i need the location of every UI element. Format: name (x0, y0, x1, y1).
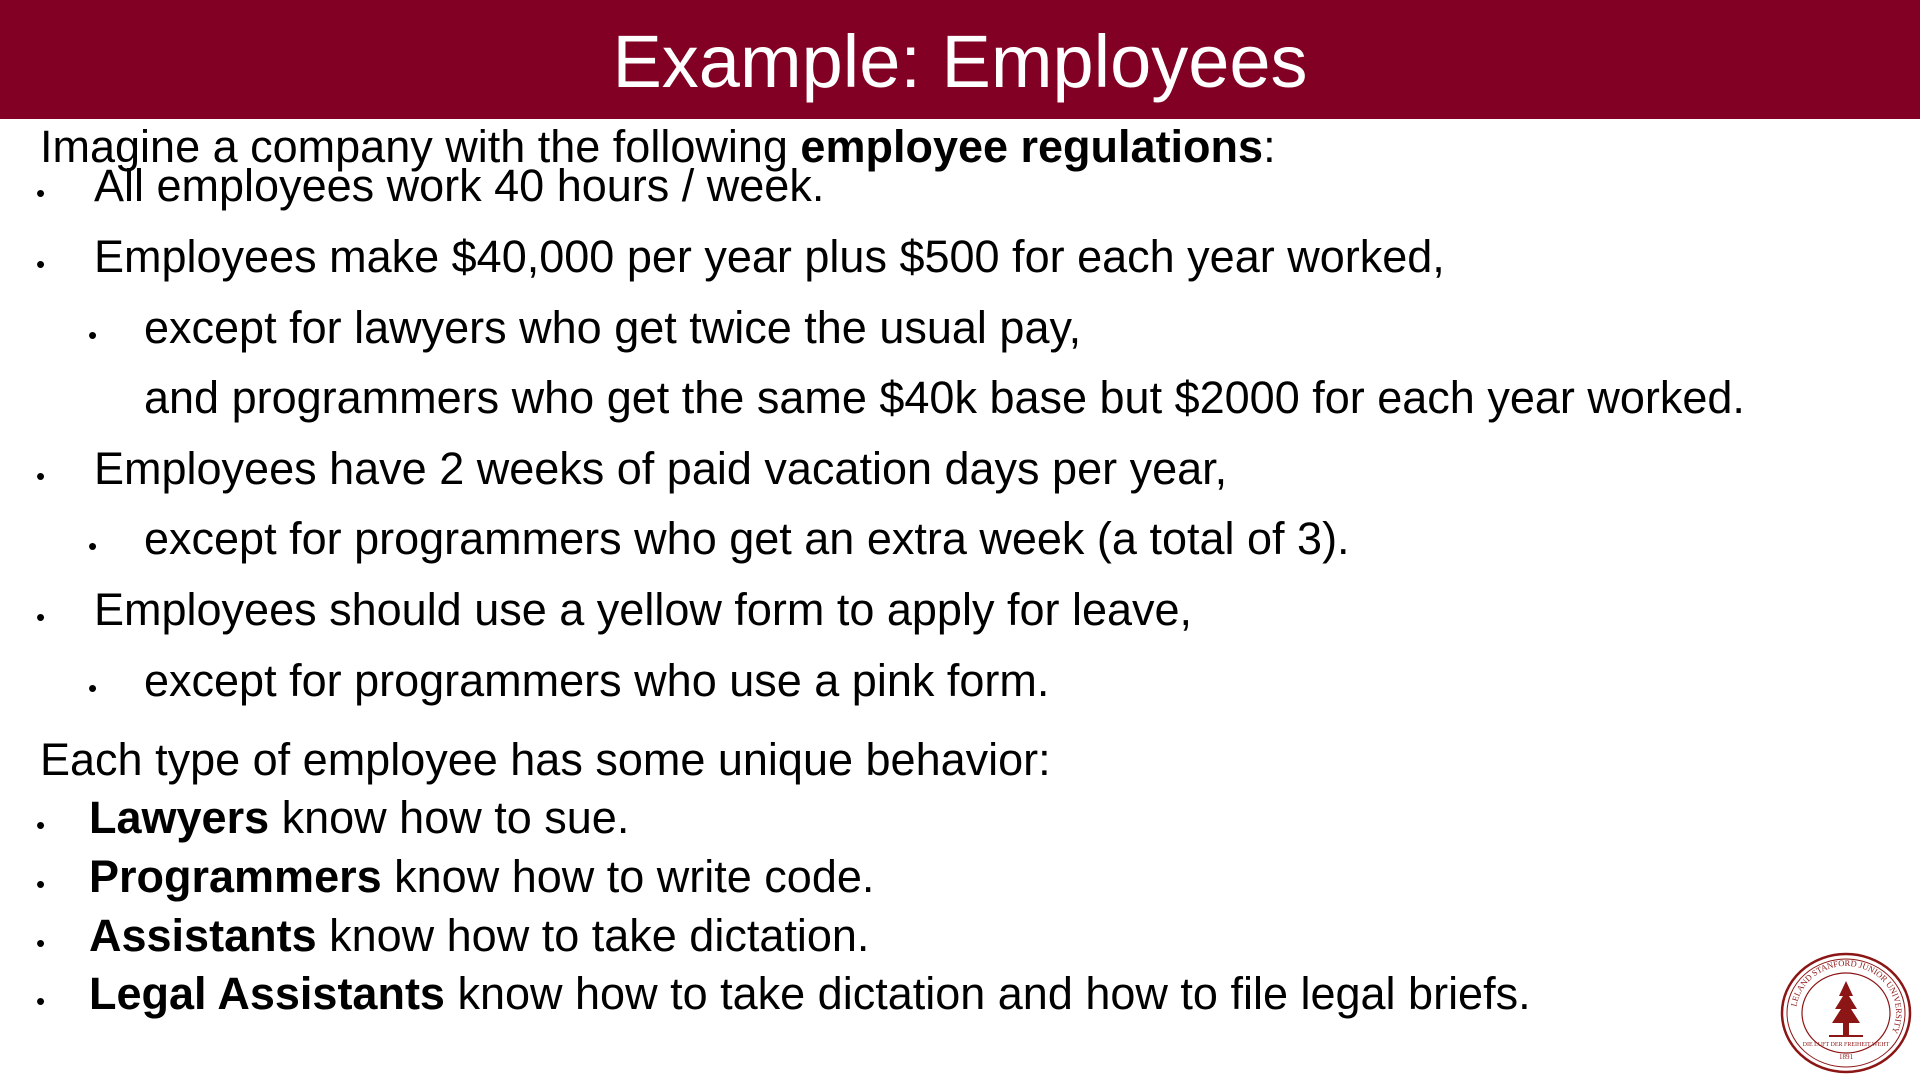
intro-bold: employee regulations (800, 121, 1264, 172)
behavior-role: Lawyers (89, 792, 270, 843)
behavior-text: know how to take dictation and how to file legal briefs. (444, 968, 1531, 1019)
bullet-icon: • (36, 461, 46, 491)
seal-inner-text: DIE LUFT DER FREIHEIT WEHT (1802, 1042, 1890, 1048)
rule-3-sub-1: except for programmers who get an extra week (a total of 3). (144, 513, 1350, 564)
bullet-icon: • (36, 986, 46, 1016)
slide-title: Example: Employees (612, 20, 1308, 103)
behavior-text: know how to take dictation. (316, 910, 870, 961)
bullet-icon: • (36, 602, 46, 632)
behavior-programmers (89, 851, 875, 902)
intro-suffix: : (1263, 121, 1276, 172)
title-bar (0, 0, 1920, 119)
behavior-role: Assistants (89, 910, 317, 961)
rule-1: All employees work 40 hours / week. (94, 160, 825, 211)
seal-ring-text: LELAND STANFORD JUNIOR UNIVERSITY (1788, 957, 1905, 1036)
sub-bullet-icon: • (88, 320, 98, 350)
behavior-lawyers (89, 792, 630, 843)
behavior-role: Programmers (89, 851, 382, 902)
sub-bullet-icon: • (88, 673, 98, 703)
rule-2-sub-1: except for lawyers who get twice the usual pay, (144, 302, 1082, 353)
rule-4-sub-1: except for programmers who use a pink form. (144, 655, 1050, 706)
rule-2-sub-2: and programmers who get the same $40k base but $2000 for each year worked. (144, 372, 1745, 423)
bullet-icon: • (36, 928, 46, 958)
behavior-intro: Each type of employee has some unique behavior: (40, 734, 1051, 785)
bullet-icon: • (36, 178, 46, 208)
seal-year: 1891 (1839, 1053, 1853, 1061)
bullet-icon: • (36, 810, 46, 840)
rule-4: Employees should use a yellow form to apply for leave, (94, 584, 1193, 635)
rule-2: Employees make $40,000 per year plus $500 for each year worked, (94, 231, 1445, 282)
behavior-text: know how to sue. (269, 792, 630, 843)
behavior-role: Legal Assistants (89, 968, 445, 1019)
bullet-icon: • (36, 249, 46, 279)
bullet-icon: • (36, 869, 46, 899)
behavior-legal-assistants (89, 968, 1531, 1019)
university-seal-icon (1779, 951, 1913, 1075)
behavior-assistants (89, 910, 870, 961)
intro-prefix: Imagine a company with the following (40, 121, 801, 172)
behavior-text: know how to write code. (381, 851, 875, 902)
sub-bullet-icon: • (88, 531, 98, 561)
rule-3: Employees have 2 weeks of paid vacation days per year, (94, 443, 1228, 494)
